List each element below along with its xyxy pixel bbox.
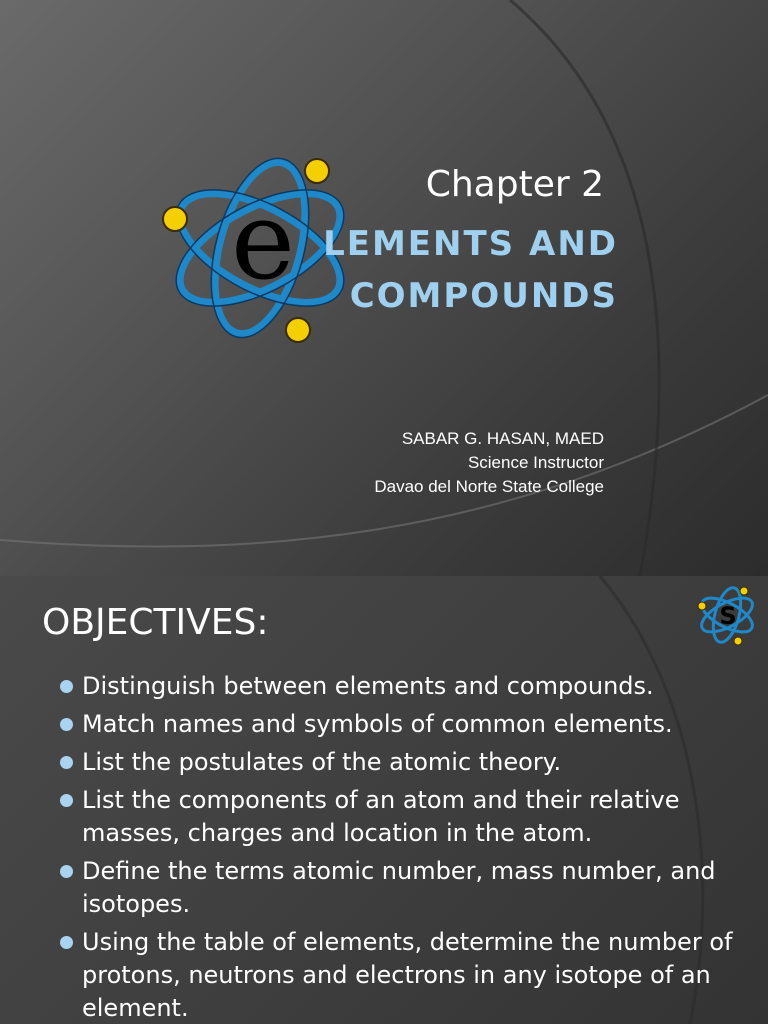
small-logo-letter: S xyxy=(719,602,737,630)
objective-text: List the components of an atom and their relative masses, charges and location in the atom. xyxy=(82,786,680,847)
objective-text: List the postulates of the atomic theory. xyxy=(82,748,562,776)
small-atom-logo xyxy=(696,584,760,648)
objectives-slide xyxy=(0,576,768,1024)
chapter-label: Chapter 2 xyxy=(425,164,604,205)
objective-text: Distinguish between elements and compounds. xyxy=(82,672,654,700)
list-item xyxy=(56,855,756,921)
bullet-icon xyxy=(60,680,73,693)
author-school: Davao del Norte State College xyxy=(374,477,604,496)
author-name: SABAR G. HASAN, MAED xyxy=(401,429,604,448)
bullet-icon xyxy=(60,718,73,731)
objective-text: Match names and symbols of common elements. xyxy=(82,710,673,738)
objectives-heading: OBJECTIVES: xyxy=(42,602,269,643)
objectives-list xyxy=(56,670,756,1024)
list-item xyxy=(56,670,756,703)
list-item xyxy=(56,708,756,741)
author-role: Science Instructor xyxy=(467,453,604,472)
list-item xyxy=(56,784,756,850)
logo-letter: e xyxy=(231,179,295,304)
bullet-icon xyxy=(60,865,73,878)
slide-title xyxy=(298,218,618,322)
objective-text: Using the table of elements, determine the number of protons, neutrons and electrons in any isotope of an element. xyxy=(82,928,733,1022)
bullet-icon xyxy=(60,756,73,769)
list-item xyxy=(56,746,756,779)
title-line-2: COMPOUNDS xyxy=(349,276,618,316)
author-block xyxy=(274,427,604,499)
list-item xyxy=(56,926,756,1024)
bullet-icon xyxy=(60,936,73,949)
objective-text: Define the terms atomic number, mass number, and isotopes. xyxy=(82,857,716,918)
bullet-icon xyxy=(60,794,73,807)
title-line-1: LEMENTS AND xyxy=(323,224,618,264)
